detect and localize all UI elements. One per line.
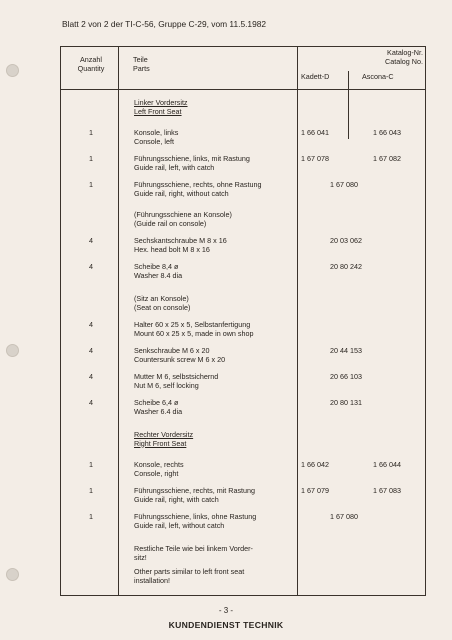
sheet-header: Blatt 2 von 2 der TI-C-56, Gruppe C-29, vom 11.5.1982 [62,19,267,29]
qty-header: Anzahl Quantity [77,55,105,73]
kadett-header: Kadett-D [301,72,330,81]
parts-header: Teile Parts [133,55,150,73]
department-footer: KUNDENDIENST TECHNIK [168,620,284,630]
catalog-header: Katalog-Nr. Catalog No. [385,48,423,66]
punch-hole [6,344,19,357]
catalog-subdivider [348,71,349,139]
parts-table: Anzahl Quantity Teile Parts Katalog-Nr. Catalog No. Kadett-D Ascona-C Linker Vordersitz Left Front Seat 1 Konsole, links Console, left 1 66 041 1 66 043 1 Führungsschiene, links, mit Rastung Guide rail, left, with catch 1 67 078 1 67 082 1 Führungsschiene, rechts, ohne Rastung Guide rail, right, without catch 1 67 080 (Führungsschiene an Konsole) (Guide rail on console) 4 Sechskantschraube M 8 x 16 Hex. head bolt M 8 x 16 20 03 062 4 Scheibe 8,4 ø Washer 8.4 dia 20 80 242 (Sitz an Konsole) (Seat on console) 4 Halter 60 x 25 x 5, Selbstanfertigung Mount 60 x 25 x 5, made in own shop 4 Senkschraube M 6 x 20 Countersunk screw M 6 x 20 20 44 153 4 Mutter M 6, selbstsichernd Nut M 6, self locking 20 66 103 4 Scheibe 6,4 ø Washer 6.4 dia 20 80 131 Rechter Vordersitz Right Front Seat 1 Konsole, rechts Console, right 1 66 042 1 66 044 1 Führungsschiene, rechts, mit Rastung Guide rail, right, with catch 1 67 079 1 67 083 1 Führungsschiene, links, ohne Rastung Guide rail, left, without catch 1 67 080 Restliche Teile wie bei linkem Vorder- sitz! Other parts similar to left front seat installation! [60,46,426,596]
page-number: - 3 - [218,606,234,615]
ascona-header: Ascona-C [362,72,394,81]
punch-hole [6,568,19,581]
column-divider [118,47,119,595]
header-divider [61,89,425,90]
punch-hole [6,64,19,77]
